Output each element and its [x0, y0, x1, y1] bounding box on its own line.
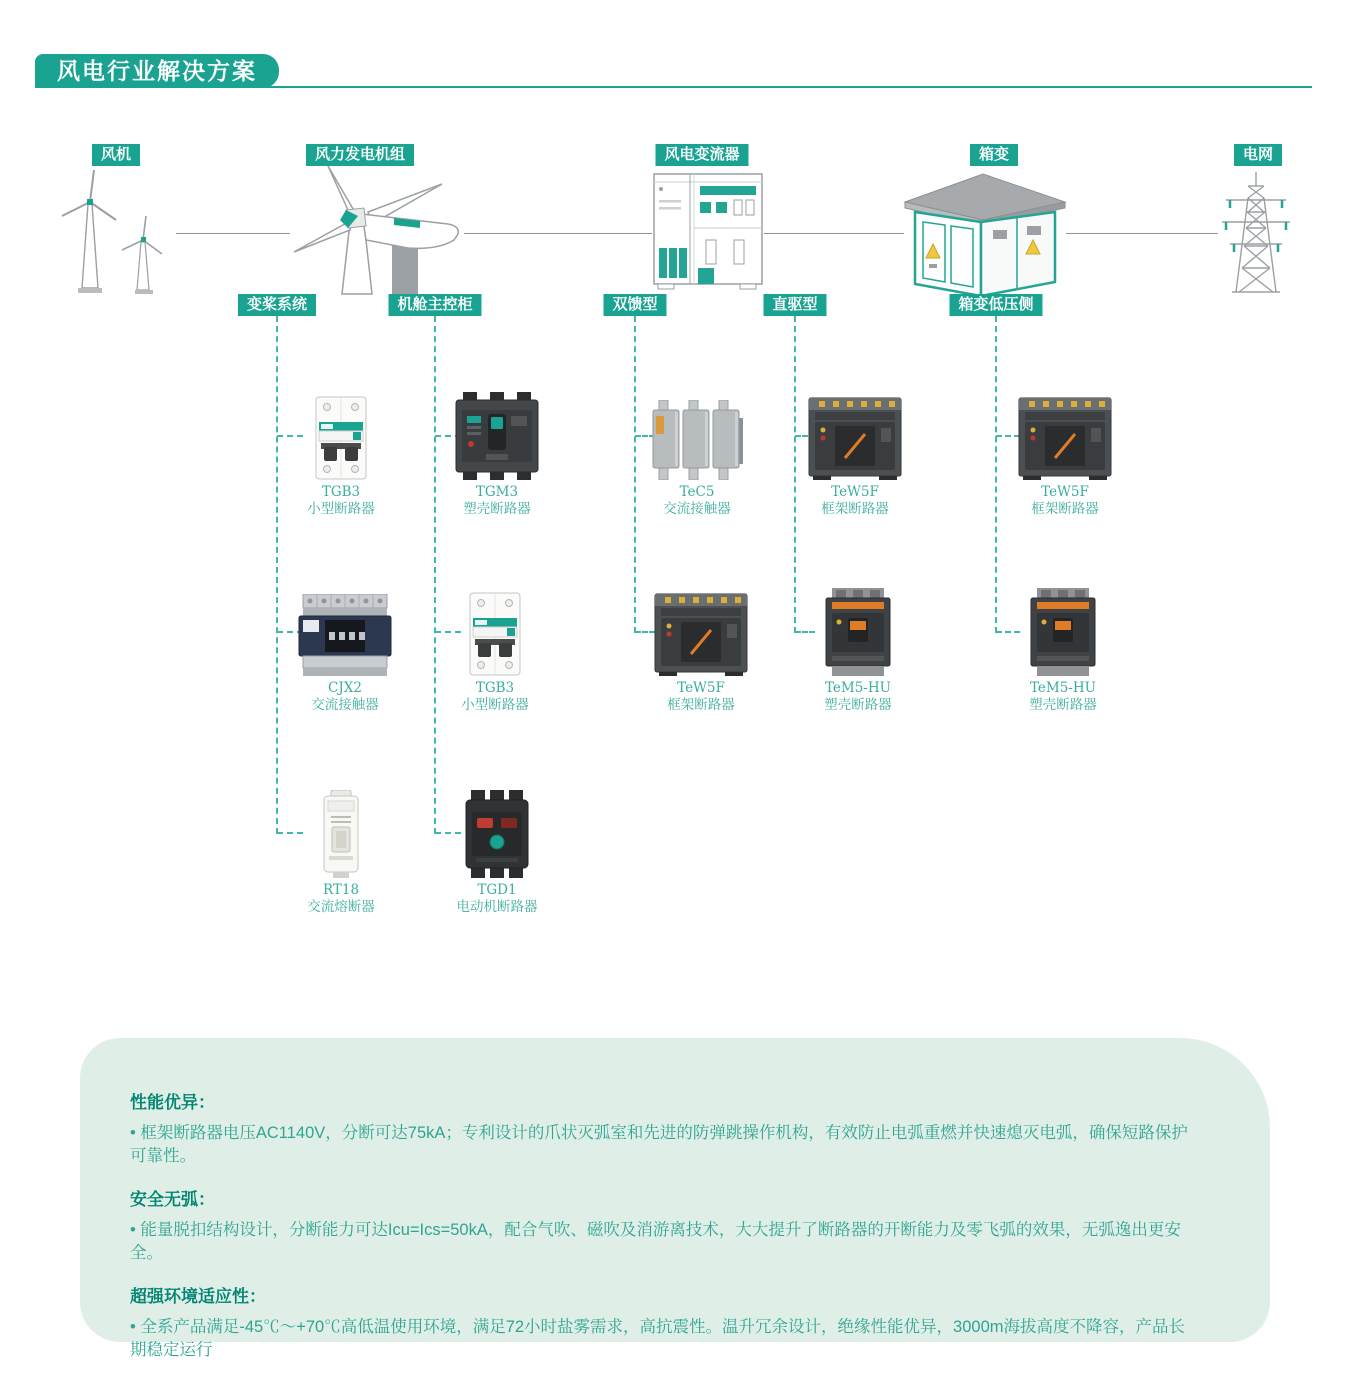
- product-type: 交流接触器: [311, 697, 379, 713]
- product-card: [1000, 392, 1130, 518]
- product-card: [430, 588, 560, 714]
- product-card: [632, 392, 762, 518]
- wind-turbines-illustration: [58, 166, 178, 303]
- feature-heading: 超强环境适应性：: [130, 1287, 266, 1306]
- category-badge-lv-side: 箱变低压侧: [949, 294, 1042, 316]
- product-code: CJX2: [328, 680, 362, 696]
- product-code: TeW5F: [1041, 484, 1089, 500]
- product-code: TeC5: [679, 484, 715, 500]
- category-badge-doubly-fed: 双馈型: [603, 294, 666, 316]
- product-type: 塑壳断路器: [824, 697, 892, 713]
- stage-badge-generator-set: 风力发电机组: [306, 144, 414, 166]
- product-image-miniature-breaker: [430, 588, 560, 676]
- category-badge-direct-drive: 直驱型: [763, 294, 826, 316]
- product-type: 电动机断路器: [456, 899, 538, 915]
- product-image-fuse: [276, 790, 406, 878]
- product-image-air-frame-breaker: [636, 588, 766, 676]
- feature-performance: [130, 1088, 1200, 1168]
- feature-text: • 框架断路器电压AC1140V，分断可达75kA；专利设计的爪状灭弧室和先进的防弹跳操作机构，有效防止电弧重燃并快速熄灭电弧，确保短路保护可靠性。: [130, 1124, 1188, 1165]
- feature-arc-free: [130, 1185, 1200, 1265]
- product-card: [432, 392, 562, 518]
- features-panel: [80, 1038, 1270, 1359]
- generator-set-illustration: [288, 164, 468, 301]
- flow-line-segment: [464, 233, 652, 234]
- box-transformer-illustration: [903, 168, 1067, 305]
- product-image-air-frame-breaker: [790, 392, 920, 480]
- product-code: TGB3: [475, 680, 515, 696]
- product-image-motor-breaker: [432, 790, 562, 878]
- product-type: 小型断路器: [307, 501, 375, 517]
- category-badge-pitch-system: 变桨系统: [238, 294, 316, 316]
- product-card: [280, 588, 410, 714]
- stage-badge-box-transformer: 箱变: [970, 144, 1018, 166]
- stage-badge-wind-turbine: 风机: [92, 144, 140, 166]
- product-image-molded-case-breaker: [998, 588, 1128, 676]
- product-type: 交流熔断器: [307, 899, 375, 915]
- product-card: [998, 588, 1128, 714]
- product-code: TGM3: [475, 484, 519, 500]
- feature-text: • 全系产品满足-45℃～+70℃高低温使用环境，满足72小时盐雾需求，高抗震性。温升冗余设计，绝缘性能优异，3000m海拔高度不降容，产品长期稳定运行: [130, 1318, 1186, 1359]
- product-image-miniature-breaker: [276, 392, 406, 480]
- product-code: RT18: [322, 882, 360, 898]
- product-image-air-frame-breaker: [1000, 392, 1130, 480]
- product-card: [790, 392, 920, 518]
- product-card: [276, 392, 406, 518]
- product-type: 框架断路器: [1031, 501, 1099, 517]
- flow-line-segment: [176, 233, 290, 234]
- product-card: [432, 790, 562, 916]
- product-card: [636, 588, 766, 714]
- product-code: TeM5-HU: [1029, 680, 1097, 696]
- stage-badge-grid: 电网: [1234, 144, 1282, 166]
- converter-cabinet-illustration: [650, 170, 766, 297]
- flow-line-segment: [1066, 233, 1218, 234]
- product-code: TGD1: [477, 882, 517, 898]
- product-type: 框架断路器: [667, 697, 735, 713]
- product-type: 交流接触器: [663, 501, 731, 517]
- product-card: [793, 588, 923, 714]
- product-code: TeW5F: [831, 484, 879, 500]
- product-image-ac-contactor: [632, 392, 762, 480]
- product-type: 框架断路器: [821, 501, 889, 517]
- product-type: 塑壳断路器: [463, 501, 531, 517]
- flow-line-segment: [764, 233, 904, 234]
- grid-tower-illustration: [1218, 170, 1294, 301]
- product-code: TeM5-HU: [824, 680, 892, 696]
- connector-col5: [995, 316, 997, 633]
- product-type: 塑壳断路器: [1029, 697, 1097, 713]
- product-card: [276, 790, 406, 916]
- product-image-molded-case-breaker: [793, 588, 923, 676]
- stage-badge-converter: 风电变流器: [655, 144, 748, 166]
- category-badge-nacelle-cabinet: 机舱主控柜: [388, 294, 481, 316]
- product-code: TGB3: [321, 484, 361, 500]
- page-title: 风电行业解决方案: [35, 54, 279, 88]
- feature-heading: 性能优异：: [130, 1093, 215, 1112]
- product-image-molded-case-breaker: [432, 392, 562, 480]
- product-code: TeW5F: [677, 680, 725, 696]
- feature-text: • 能量脱扣结构设计，分断能力可达Icu=Ics=50kA，配合气吹、磁吹及消游离技术，大大提升了断路器的开断能力及零飞弧的效果，无弧逸出更安全。: [130, 1221, 1181, 1262]
- feature-environment: [130, 1282, 1200, 1362]
- product-type: 小型断路器: [461, 697, 529, 713]
- product-image-ac-contactor: [280, 588, 410, 676]
- feature-heading: 安全无弧：: [130, 1190, 215, 1209]
